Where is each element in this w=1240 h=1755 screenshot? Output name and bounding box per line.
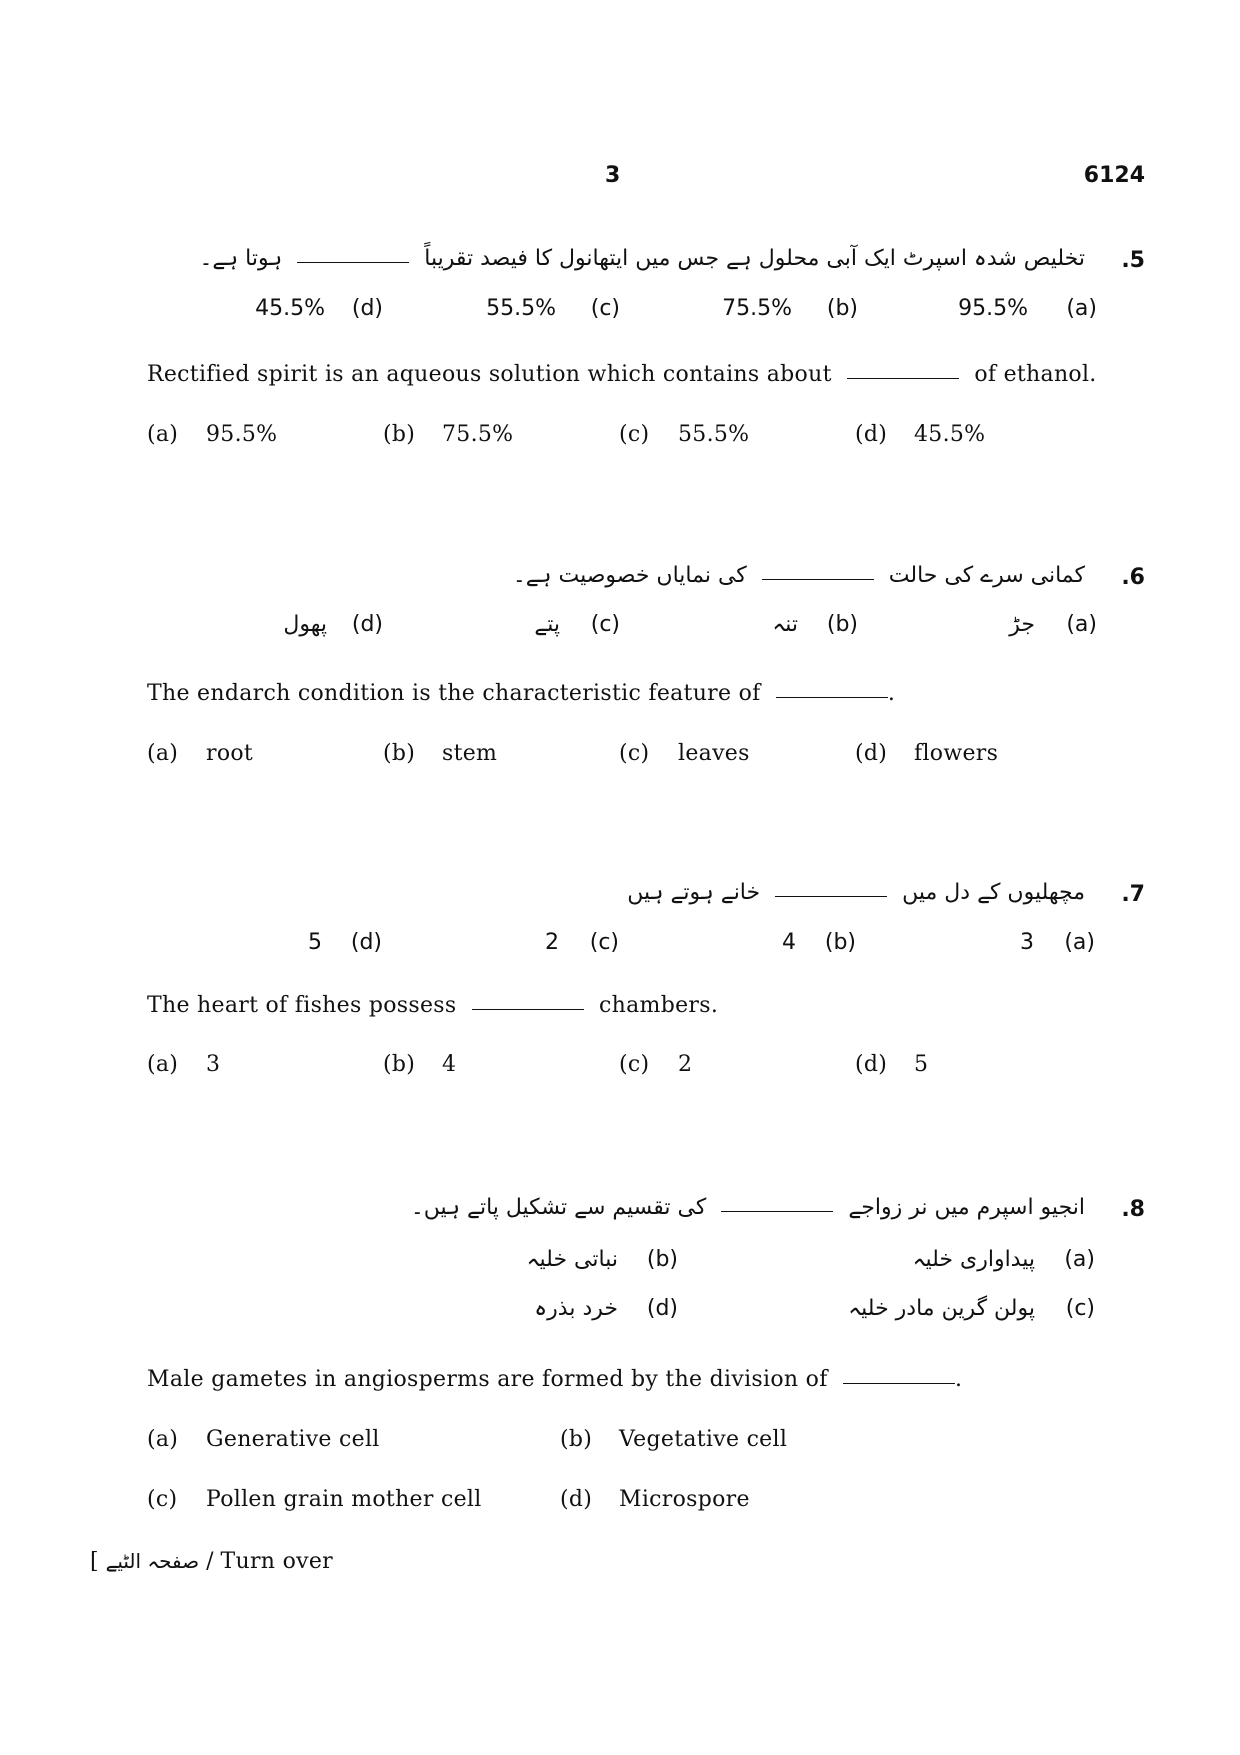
option-text: 3 [206, 1052, 221, 1077]
option-label: (d) [855, 1052, 888, 1077]
urdu-option-label: (c) [590, 296, 620, 321]
option-text: Microspore [619, 1487, 750, 1512]
urdu-option-label: (d) [350, 930, 382, 955]
answer-blank [297, 262, 409, 263]
option-text: stem [442, 741, 498, 766]
footer-english-text: Turn over [220, 1549, 333, 1574]
urdu-option-label: (b) [646, 1247, 678, 1272]
english-question-text [147, 993, 718, 1018]
question-number: .8 [1121, 1197, 1145, 1222]
urdu-option-text: 55.5% [486, 296, 556, 321]
urdu-option-label: (a) [1066, 296, 1097, 321]
urdu-option-text: جڑ [1009, 612, 1035, 637]
question-number: .7 [1121, 882, 1145, 907]
turn-over-note [90, 1549, 333, 1574]
answer-blank [776, 697, 888, 698]
option-label: (c) [619, 422, 650, 447]
option-label: (b) [383, 1052, 416, 1077]
answer-blank [762, 579, 874, 580]
answer-blank [775, 896, 887, 897]
urdu-options [0, 296, 1240, 326]
urdu-option-label: (b) [826, 612, 858, 637]
english-question-text [147, 681, 895, 706]
urdu-option-text: 45.5% [255, 296, 325, 321]
english-question-after: of ethanol. [974, 362, 1097, 387]
option-label: (c) [147, 1487, 178, 1512]
english-options-row-2 [0, 1487, 1240, 1517]
urdu-question-before: تخلیص شدہ اسپرٹ ایک آبی محلول ہے جس میں ایتھانول کا فیصد تقریباً [424, 246, 1085, 271]
urdu-question-after: کی نمایاں خصوصیت ہے۔ [512, 563, 747, 588]
urdu-option-text: 3 [1020, 930, 1034, 955]
urdu-option-label: (a) [1064, 1247, 1095, 1272]
urdu-option-label: (c) [590, 612, 620, 637]
english-options [0, 741, 1240, 771]
urdu-option-label: (c) [1065, 1296, 1095, 1321]
paper-code: 6124 [1083, 163, 1145, 188]
english-question-text [147, 362, 1097, 387]
urdu-option-label: (d) [351, 296, 383, 321]
english-question-after: chambers. [599, 993, 719, 1018]
urdu-question-before: مچھلیوں کے دل میں [902, 880, 1085, 905]
footer-urdu-text: صفحہ الٹیے [105, 1549, 200, 1573]
english-question-before: Rectified spirit is an aqueous solution which contains about [147, 362, 832, 387]
urdu-option-label: (a) [1066, 612, 1097, 637]
option-text: 45.5% [914, 422, 986, 447]
english-options-row-1 [0, 1427, 1240, 1457]
urdu-question-text [200, 246, 1086, 271]
urdu-option-text: تنہ [772, 612, 798, 637]
option-label: (b) [383, 422, 416, 447]
urdu-option-text: 4 [782, 930, 796, 955]
urdu-option-text: 5 [308, 930, 322, 955]
urdu-question-before: انجیو اسپرم میں نر زواجے [848, 1195, 1085, 1220]
option-label: (b) [383, 741, 416, 766]
footer-separator: / [206, 1549, 214, 1574]
option-label: (a) [147, 1052, 179, 1077]
urdu-option-text: 95.5% [958, 296, 1028, 321]
option-label: (d) [560, 1487, 593, 1512]
urdu-question-text [513, 563, 1085, 588]
urdu-question-text [627, 880, 1085, 905]
urdu-option-label: (d) [646, 1296, 678, 1321]
option-label: (d) [855, 741, 888, 766]
question-number: .6 [1121, 565, 1145, 590]
page-number: 3 [605, 163, 621, 188]
option-label: (a) [147, 1427, 179, 1452]
urdu-question-after: کی تقسیم سے تشکیل پاتے ہیں۔ [410, 1195, 707, 1220]
urdu-option-label: (d) [351, 612, 383, 637]
urdu-option-label: (b) [826, 296, 858, 321]
urdu-option-text: خرد بذرہ [534, 1296, 618, 1321]
footer-open-bracket: [ [90, 1549, 99, 1574]
option-label: (a) [147, 422, 179, 447]
option-text: 4 [442, 1052, 457, 1077]
urdu-option-text: پیداواری خلیہ [912, 1247, 1035, 1272]
urdu-options [0, 612, 1240, 642]
urdu-options-row-2 [0, 1296, 1240, 1326]
urdu-option-text: پھول [283, 612, 327, 637]
option-text: Generative cell [206, 1427, 380, 1452]
option-text: 75.5% [442, 422, 514, 447]
option-label: (c) [619, 1052, 650, 1077]
answer-blank [721, 1211, 833, 1212]
option-text: root [206, 741, 254, 766]
option-text: 55.5% [678, 422, 750, 447]
english-question-before: Male gametes in angiosperms are formed by the division of [147, 1367, 828, 1392]
option-label: (a) [147, 741, 179, 766]
option-text: flowers [914, 741, 999, 766]
english-options [0, 422, 1240, 452]
option-text: 5 [914, 1052, 929, 1077]
english-question-before: The endarch condition is the characteristic feature of [147, 681, 761, 706]
urdu-option-text: 2 [545, 930, 559, 955]
option-text: Pollen grain mother cell [206, 1487, 482, 1512]
urdu-question-after: ہوتا ہے۔ [199, 246, 283, 271]
answer-blank [843, 1383, 955, 1384]
option-text: Vegetative cell [619, 1427, 788, 1452]
answer-blank [847, 378, 959, 379]
urdu-options [0, 930, 1240, 960]
english-options [0, 1052, 1240, 1082]
option-label: (c) [619, 741, 650, 766]
urdu-question-after: خانے ہوتے ہیں [627, 880, 761, 905]
option-text: 95.5% [206, 422, 278, 447]
english-question-text [147, 1367, 962, 1392]
option-label: (b) [560, 1427, 593, 1452]
urdu-options-row-1 [0, 1247, 1240, 1277]
urdu-option-label: (c) [589, 930, 619, 955]
english-question-after: . [954, 1367, 963, 1392]
question-number: .5 [1121, 248, 1145, 273]
option-text: leaves [678, 741, 750, 766]
urdu-question-before: کمانی سرے کی حالت [888, 563, 1085, 588]
english-question-before: The heart of fishes possess [147, 993, 457, 1018]
urdu-option-label: (b) [824, 930, 856, 955]
option-label: (d) [855, 422, 888, 447]
urdu-option-text: 75.5% [722, 296, 792, 321]
urdu-option-text: نباتی خلیہ [526, 1247, 618, 1272]
urdu-option-text: پولن گرین مادر خلیہ [848, 1296, 1035, 1321]
english-question-after: . [887, 681, 896, 706]
urdu-option-label: (a) [1064, 930, 1095, 955]
answer-blank [472, 1009, 584, 1010]
urdu-option-text: پتے [534, 612, 560, 637]
option-text: 2 [678, 1052, 693, 1077]
urdu-question-text [411, 1195, 1085, 1220]
